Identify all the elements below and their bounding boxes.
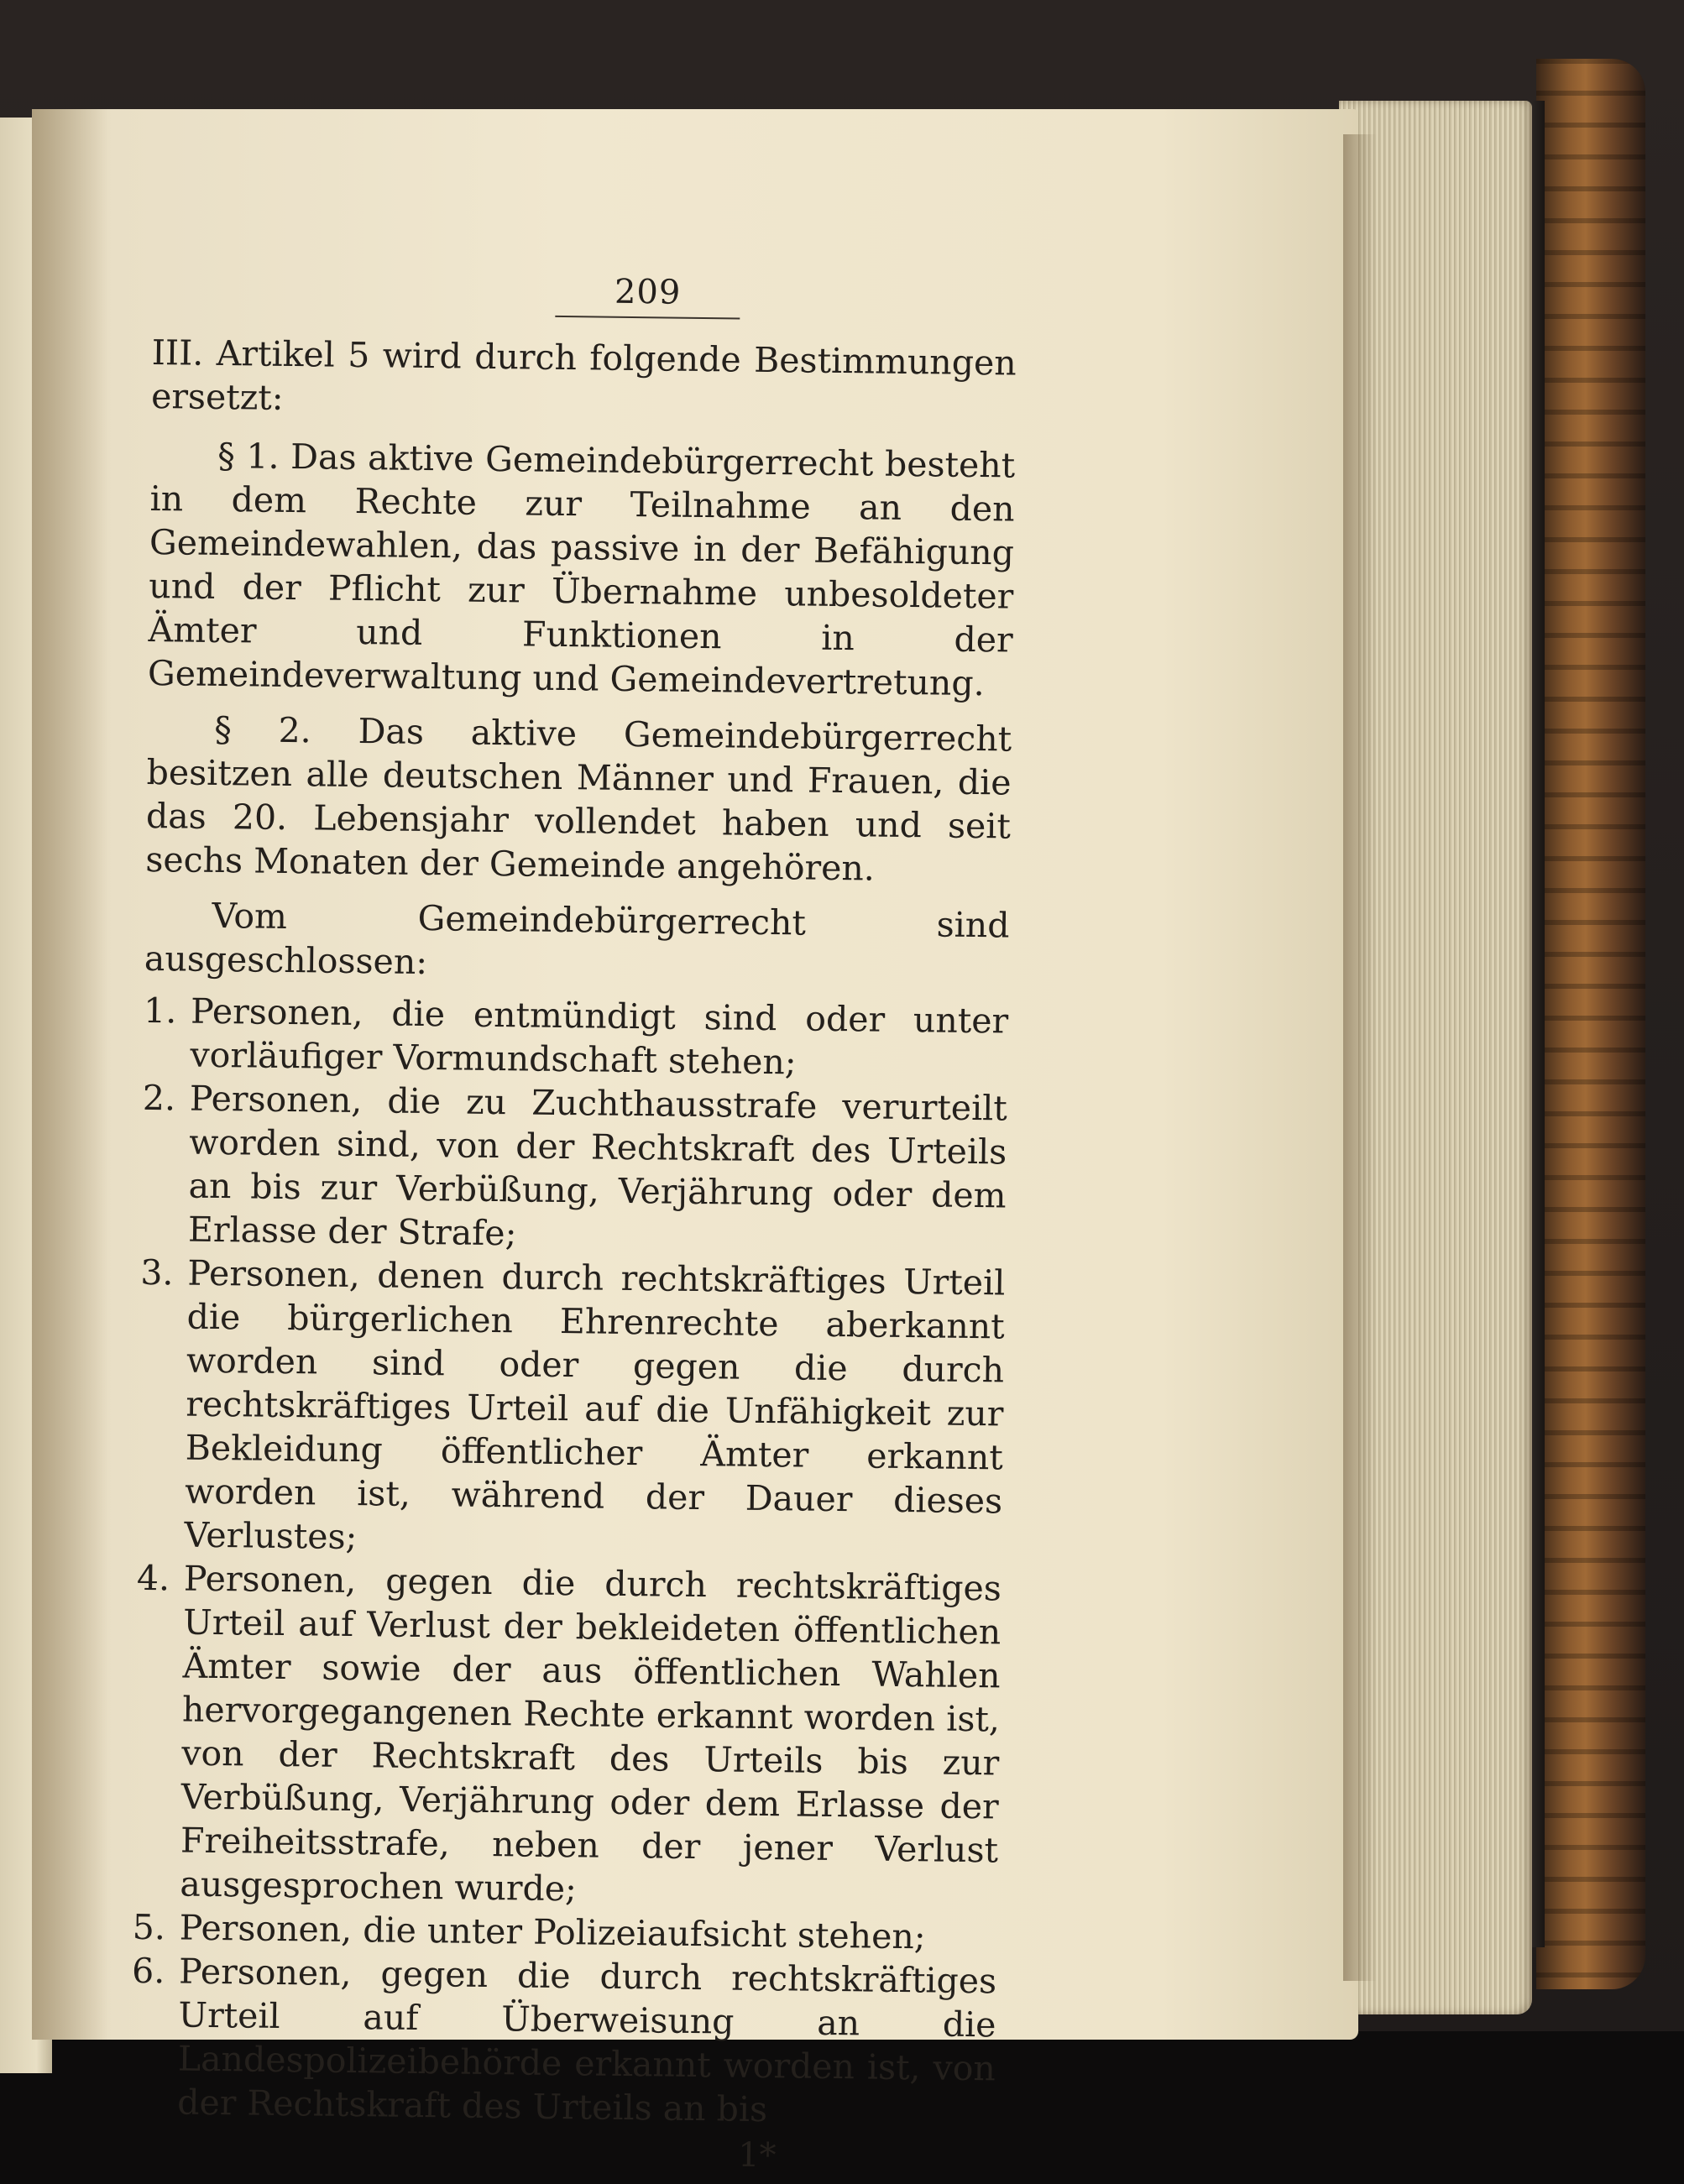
page-number [152,267,1017,323]
list-item [141,1076,1007,1262]
list-item-text: Personen, die zu Zuchthausstrafe verurteilt worden sind, von der Rechtskraft des Urteils an bis zur Verbüßung, Verjährung oder dem Erlasse der Strafe; [187,1078,1008,1254]
page-number-value: 209 [556,272,740,320]
list-item [137,1251,1005,1567]
list-item-text: Personen, gegen die durch rechtskräftiges Urteil auf Verlust der bekleideten öffentlichen Ämter sowie der aus öffentlichen Wahlen hervorgegangenen Rechte erkannt worden ist, von der Rechtskraft des Urteils bis zur Verbüßung, Verjährung oder dem Erlasse der Freiheitsstrafe, neben der jener Verlust ausgesprochen wurde; [180,1558,1002,1910]
list-item-text: Personen, gegen die durch rechtskräftiges Urteil auf Überweisung an die Landespolizeibehörde erkannt worden ist, von der Rechtskraft des Urteils an bis [176,1951,997,2130]
list-item-text: Personen, die entmündigt sind oder unter vorläufiger Vormundschaft stehen; [190,990,1009,1083]
list-item-number: 4. [136,1557,170,1599]
paragraph-1: § 1. Das aktive Gemeindebürgerrecht besteht in dem Rechte zur Teilnahme an den Gemeindewahlen, das passive in der Befähigung und der Pflicht zur Übernahme unbesoldeter Ämter und Funktionen in der Gemeindeverwaltung und Gemeindevertretung. [147,435,1016,704]
paragraph-3: Vom Gemeindebürgerrecht sind ausgeschlossen: [144,895,1010,983]
list-item-text: Personen, die unter Polizeiaufsicht stehen; [179,1907,926,1957]
book-spine [1536,59,1645,1989]
section-heading: III. Artikel 5 wird durch folgende Bestimmungen ersetzt: [150,332,1017,418]
signature-mark: 1* [737,2135,777,2176]
list-item-number: 1. [143,990,177,1032]
exclusion-list [130,989,1008,2134]
list-item [130,1949,996,2134]
page-edge-shadow [1343,134,1377,1981]
page-text [129,267,1017,2177]
list-item-number: 3. [140,1251,174,1293]
list-item-number: 6. [131,1950,165,1992]
list-item [133,1556,1002,1916]
paragraph-2: § 2. Das aktive Gemeindebürgerrecht besitzen alle deutschen Männer und Frauen, die das 20. Lebensjahr vollendet haben und seit sechs Monaten der Gemeinde angehören. [145,708,1012,889]
page-gutter-shadow [32,109,107,2040]
list-item-text: Personen, denen durch rechtskräftiges Urteil die bürgerlichen Ehrenrechte aberkannt worden sind oder gegen die durch rechtskräftiges Urteil auf die Unfähigkeit zur Bekleidung öffentlicher Ämter erkannt worden ist, während der Dauer dieses Verlustes; [184,1252,1006,1558]
list-item-number: 5. [132,1906,166,1948]
list-item [143,989,1008,1087]
list-item-number: 2. [142,1077,176,1119]
